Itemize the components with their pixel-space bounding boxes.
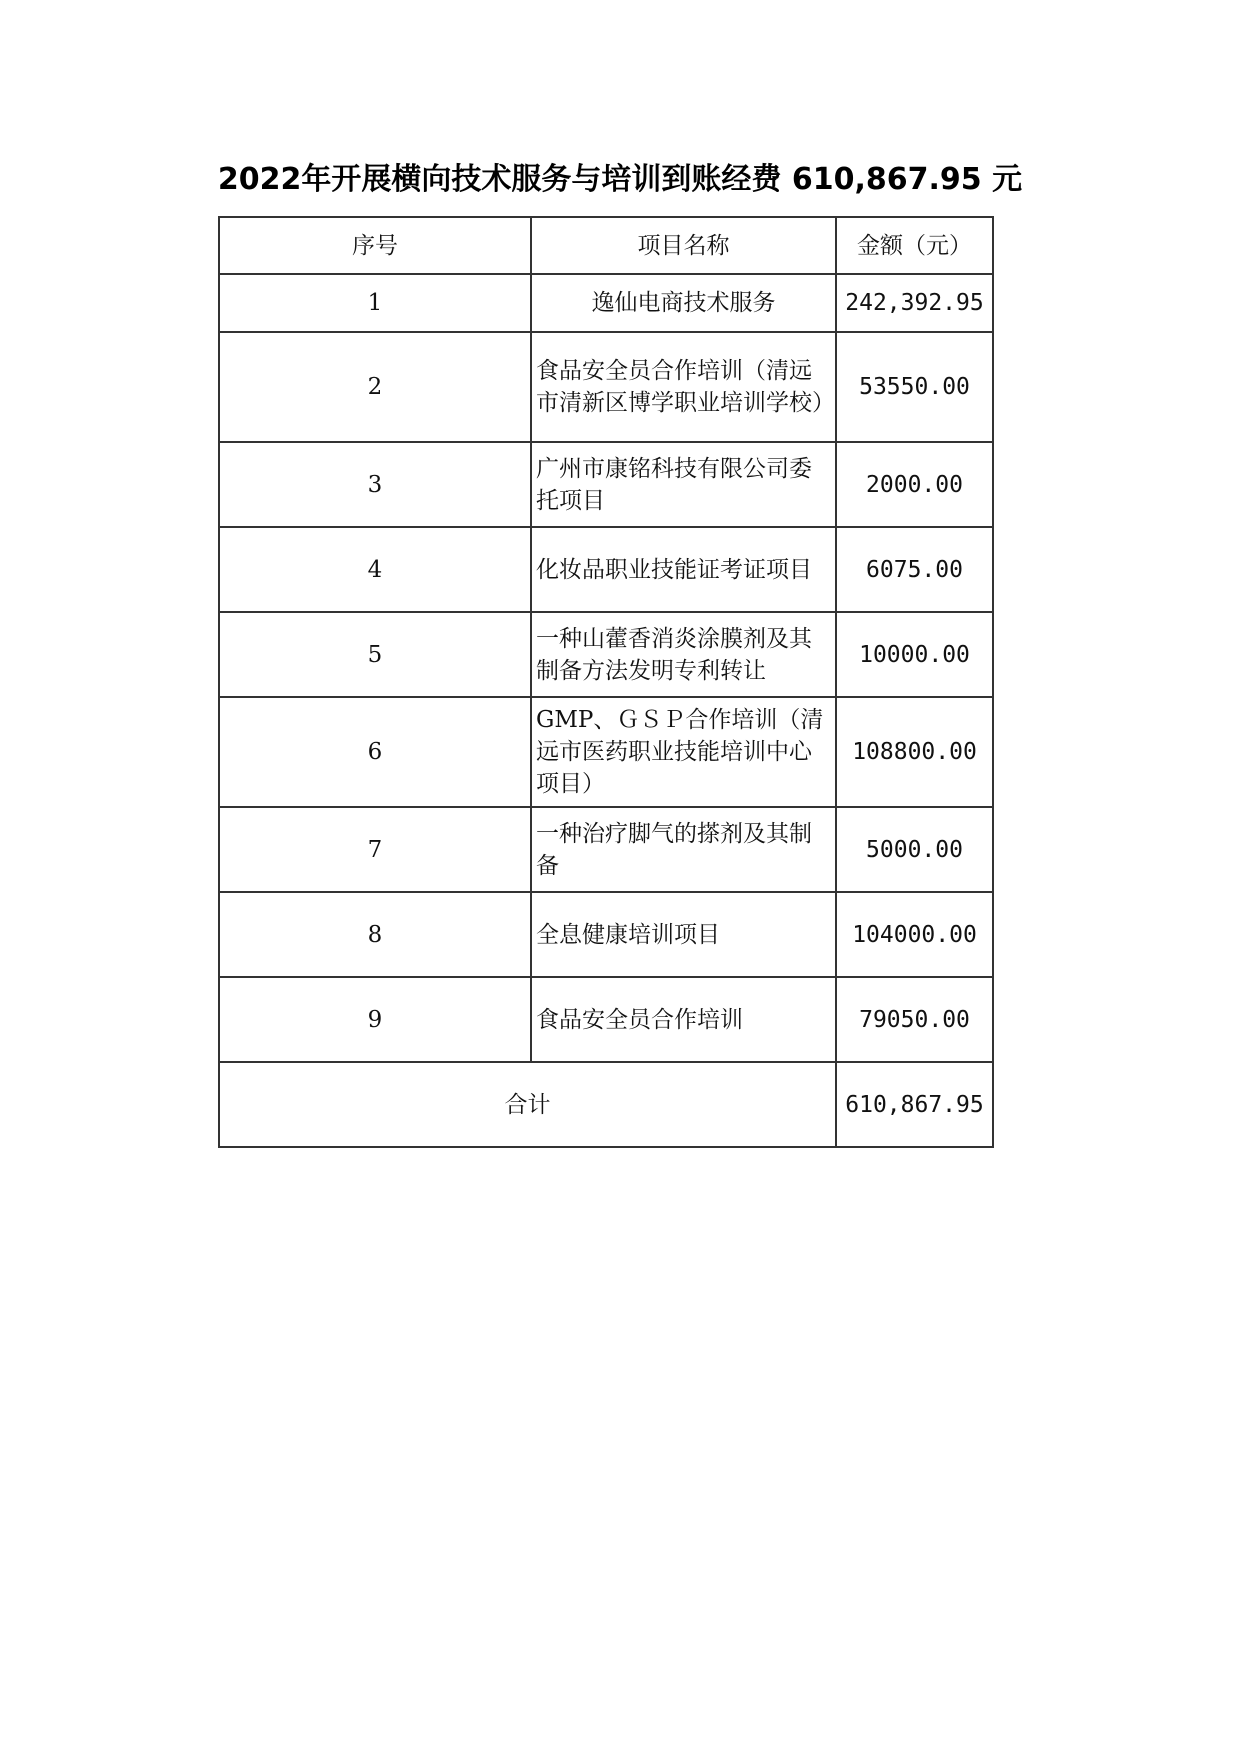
row-name: 逸仙电商技术服务	[531, 274, 836, 332]
row-no: 6	[219, 697, 531, 807]
row-no: 9	[219, 977, 531, 1062]
row-name: 全息健康培训项目	[531, 892, 836, 977]
row-amount: 242,392.95	[836, 274, 993, 332]
row-no: 5	[219, 612, 531, 697]
row-amount: 108800.00	[836, 697, 993, 807]
row-amount: 6075.00	[836, 527, 993, 612]
table-header-row	[219, 217, 993, 274]
row-no: 4	[219, 527, 531, 612]
row-name: 化妆品职业技能证考证项目	[531, 527, 836, 612]
total-row	[219, 1062, 993, 1147]
total-amount: 610,867.95	[836, 1062, 993, 1147]
row-no: 3	[219, 442, 531, 527]
table-row	[219, 807, 993, 892]
header-name: 项目名称	[531, 217, 836, 274]
total-label: 合计	[219, 1062, 836, 1147]
row-amount: 2000.00	[836, 442, 993, 527]
row-no: 8	[219, 892, 531, 977]
row-name: 一种山藿香消炎涂膜剂及其制备方法发明专利转让	[531, 612, 836, 697]
table-row	[219, 892, 993, 977]
table-row	[219, 274, 993, 332]
row-name: 广州市康铭科技有限公司委托项目	[531, 442, 836, 527]
table-row	[219, 442, 993, 527]
row-name: 食品安全员合作培训	[531, 977, 836, 1062]
row-no: 2	[219, 332, 531, 442]
table-row	[219, 977, 993, 1062]
table-row	[219, 527, 993, 612]
row-amount: 53550.00	[836, 332, 993, 442]
row-no: 7	[219, 807, 531, 892]
table-row	[219, 697, 993, 807]
row-amount: 10000.00	[836, 612, 993, 697]
row-name: 一种治疗脚气的搽剂及其制备	[531, 807, 836, 892]
row-amount: 79050.00	[836, 977, 993, 1062]
header-amount: 金额（元）	[836, 217, 993, 274]
row-amount: 104000.00	[836, 892, 993, 977]
row-name: 食品安全员合作培训（清远市清新区博学职业培训学校）	[531, 332, 836, 442]
row-no: 1	[219, 274, 531, 332]
document-title: 2022年开展横向技术服务与培训到账经费 610,867.95 元	[217, 162, 1023, 197]
table-row	[219, 332, 993, 442]
row-amount: 5000.00	[836, 807, 993, 892]
row-name: GMP、ＧＳＰ合作培训（清远市医药职业技能培训中心项目）	[531, 697, 836, 807]
table-row	[219, 612, 993, 697]
header-no: 序号	[219, 217, 531, 274]
funding-table	[218, 216, 994, 1148]
